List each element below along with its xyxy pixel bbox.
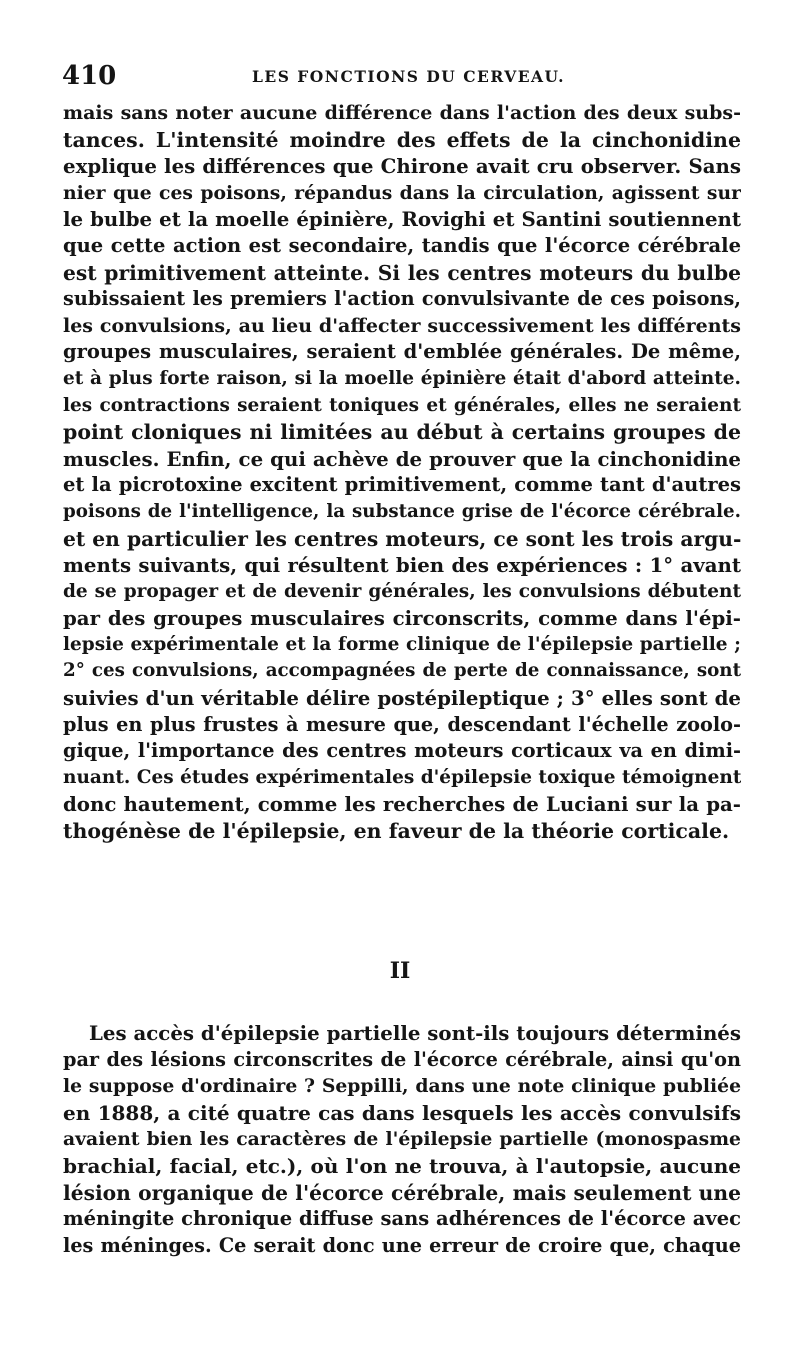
text-line: suivies d'un véritable délire postépileptique ; 3° elles sont de — [63, 686, 741, 711]
text-line: donc hautement, comme les recherches de Luciani sur la pa- — [63, 792, 741, 817]
text-line: subissaient les premiers l'action convulsivante de ces poisons, — [63, 287, 741, 311]
running-head: LES FONCTIONS DU CERVEAU. — [252, 67, 566, 86]
paragraph-2 — [63, 1020, 741, 1259]
text-line: par des lésions circonscrites de l'écorce cérébrale, ainsi qu'on — [63, 1047, 741, 1071]
text-line: Les accès d'épilepsie partielle sont-ils toujours déterminés — [89, 1021, 741, 1045]
text-line: explique les différences que Chirone avait cru observer. Sans — [63, 154, 741, 179]
text-line: muscles. Enfin, ce qui achève de prouver que la cinchonidine — [63, 446, 741, 471]
text-line: plus en plus frustes à mesure que, descendant l'échelle zoolo- — [63, 712, 741, 736]
text-line: lésion organique de l'écorce cérébrale, mais seulement une — [63, 1180, 741, 1205]
text-line: ments suivants, qui résultent bien des expériences : 1° avant — [63, 553, 741, 578]
text-line: et à plus forte raison, si la moelle épinière était d'abord atteinte. — [63, 367, 741, 389]
text-line: thogénèse de l'épilepsie, en faveur de la théorie corticale. — [63, 819, 730, 844]
text-line: tances. L'intensité moindre des effets de la cinchonidine — [63, 127, 741, 152]
text-line: gique, l'importance des centres moteurs corticaux va en dimi- — [63, 739, 741, 763]
page-number: 410 — [62, 61, 117, 91]
text-line: par des groupes musculaires circonscrits, comme dans l'épi- — [63, 606, 741, 631]
text-line: nuant. Ces études expérimentales d'épilepsie toxique témoignent — [63, 766, 741, 788]
text-line: lepsie expérimentale et la forme clinique de l'épilepsie partielle ; — [63, 633, 741, 655]
section-heading: II — [389, 958, 411, 984]
text-line: 2° ces convulsions, accompagnées de perte de connaissance, sont — [63, 660, 741, 682]
text-line: est primitivement atteinte. Si les centres moteurs du bulbe — [63, 260, 741, 285]
text-line: que cette action est secondaire, tandis que l'écorce cérébrale — [63, 233, 741, 257]
text-line: et en particulier les centres moteurs, ce sont les trois argu- — [63, 526, 741, 551]
text-line: brachial, facial, etc.), où l'on ne trouva, à l'autopsie, aucune — [63, 1153, 741, 1178]
text-line: mais sans noter aucune différence dans l'action des deux subs- — [63, 102, 741, 124]
text-line: avaient bien les caractères de l'épilepsie partielle (monospasme — [63, 1128, 741, 1151]
text-line: méningite chronique diffuse sans adhérences de l'écorce avec — [63, 1207, 741, 1231]
text-line: poisons de l'intelligence, la substance grise de l'écorce cérébrale. — [63, 500, 741, 522]
text-line: les méninges. Ce serait donc une erreur de croire que, chaque — [63, 1233, 741, 1257]
text-line: les convulsions, au lieu d'affecter successivement les différents — [63, 314, 741, 337]
text-line: en 1888, a cité quatre cas dans lesquels les accès convulsifs — [63, 1100, 741, 1125]
text-line: les contractions seraient toniques et générales, elles ne seraient — [63, 394, 741, 416]
page-header — [62, 58, 742, 94]
text-line: de se propager et de devenir générales, les convulsions débutent — [63, 580, 741, 602]
paragraph-1 — [63, 100, 741, 845]
text-line: point cloniques ni limitées au début à certains groupes de — [63, 420, 741, 445]
text-line: groupes musculaires, seraient d'emblée générales. De même, — [63, 340, 741, 364]
text-line: et la picrotoxine excitent primitivement, comme tant d'autres — [63, 473, 741, 497]
text-line: le bulbe et la moelle épinière, Rovighi et Santini soutiennent — [63, 207, 741, 232]
text-line: le suppose d'ordinaire ? Seppilli, dans une note clinique publiée — [63, 1075, 741, 1098]
text-line: nier que ces poisons, répandus dans la circulation, agissent sur — [63, 181, 741, 204]
